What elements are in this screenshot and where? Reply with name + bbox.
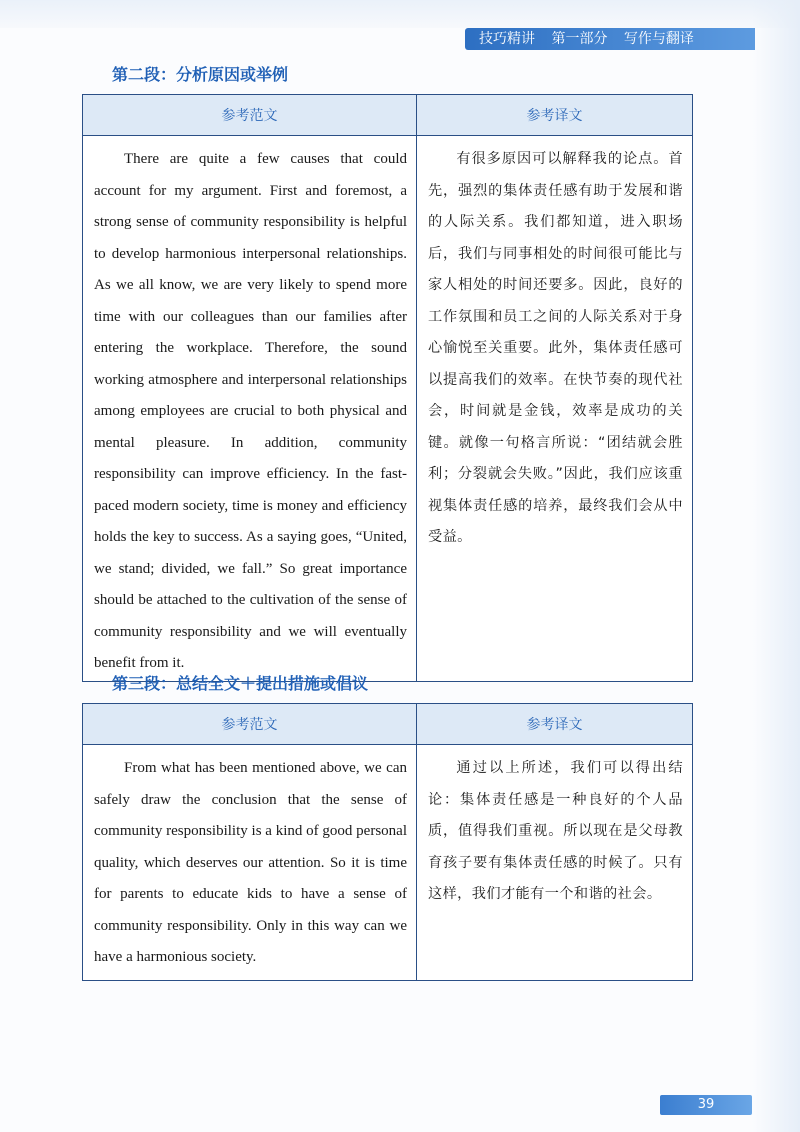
header-item-skills: 技巧精讲: [479, 31, 535, 47]
section2-en-text: There are quite a few causes that could account for my argument. First and foremost, a strong sense of community responsibility is helpful to develop harmonious interpersonal relationships. As we all know, we are very likely to spend more time with our colleagues than our families after entering the workplace. Therefore, the sound working atmosphere and interpersonal relationships among employees are crucial to both physical and mental pleasure. In addition, community responsibility can improve efficiency. In the fast-paced modern society, time is money and efficiency holds the key to success. As a saying goes, “United, we stand; divided, we fall.” So great importance should be attached to the cultivation of the sense of community responsibility and we will eventually benefit from it.: [94, 151, 407, 671]
section3-col-en-header: 参考范文: [83, 704, 417, 745]
header-item-part: 第一部分: [551, 31, 608, 47]
running-header: [465, 28, 755, 50]
section3-title: 第三段：总结全文＋提出措施或倡议: [112, 674, 369, 693]
section3-en-text: From what has been mentioned above, we can safely draw the conclusion that the sense of community responsibility is a kind of good personal quality, which deserves our attention. So it is time for parents to educate kids to have a sense of community responsibility. Only in this way can we have a harmonious society.: [94, 760, 407, 965]
section3-cn-text: 通过以上所述，我们可以得出结论：集体责任感是一种良好的个人品质，值得我们重视。所以现在是父母教育孩子要有集体责任感的时候了。只有这样，我们才能有一个和谐的社会。: [428, 760, 683, 902]
section2-col-cn-header: 参考译文: [417, 95, 693, 136]
side-strip: [752, 0, 800, 1132]
header-item-topic: 写作与翻译: [623, 31, 694, 47]
section2-cn-cell: [417, 136, 693, 682]
section2-cn-text: 有很多原因可以解释我的论点。首先，强烈的集体责任感有助于发展和谐的人际关系。我们都知道，进入职场后，我们与同事相处的时间很可能比与家人相处的时间还要多。因此，良好的工作氛围和员工之间的人际关系对于身心愉悦至关重要。此外，集体责任感可以提高我们的效率。在快节奏的现代社会，时间就是金钱，效率是成功的关键。就像一句格言所说：“团结就会胜利；分裂就会失败。”因此，我们应该重视集体责任感的培养，最终我们会从中受益。: [428, 151, 683, 545]
page-number: 39: [660, 1095, 752, 1115]
section3-en-cell: [83, 745, 417, 981]
section2-title: 第二段：分析原因或举例: [112, 65, 289, 84]
top-band: [0, 0, 800, 28]
section2-col-en-header: 参考范文: [83, 95, 417, 136]
section2-table: [82, 94, 693, 682]
section3-table: [82, 703, 693, 981]
section2-en-cell: [83, 136, 417, 682]
section3-col-cn-header: 参考译文: [417, 704, 693, 745]
section3-cn-cell: [417, 745, 693, 981]
